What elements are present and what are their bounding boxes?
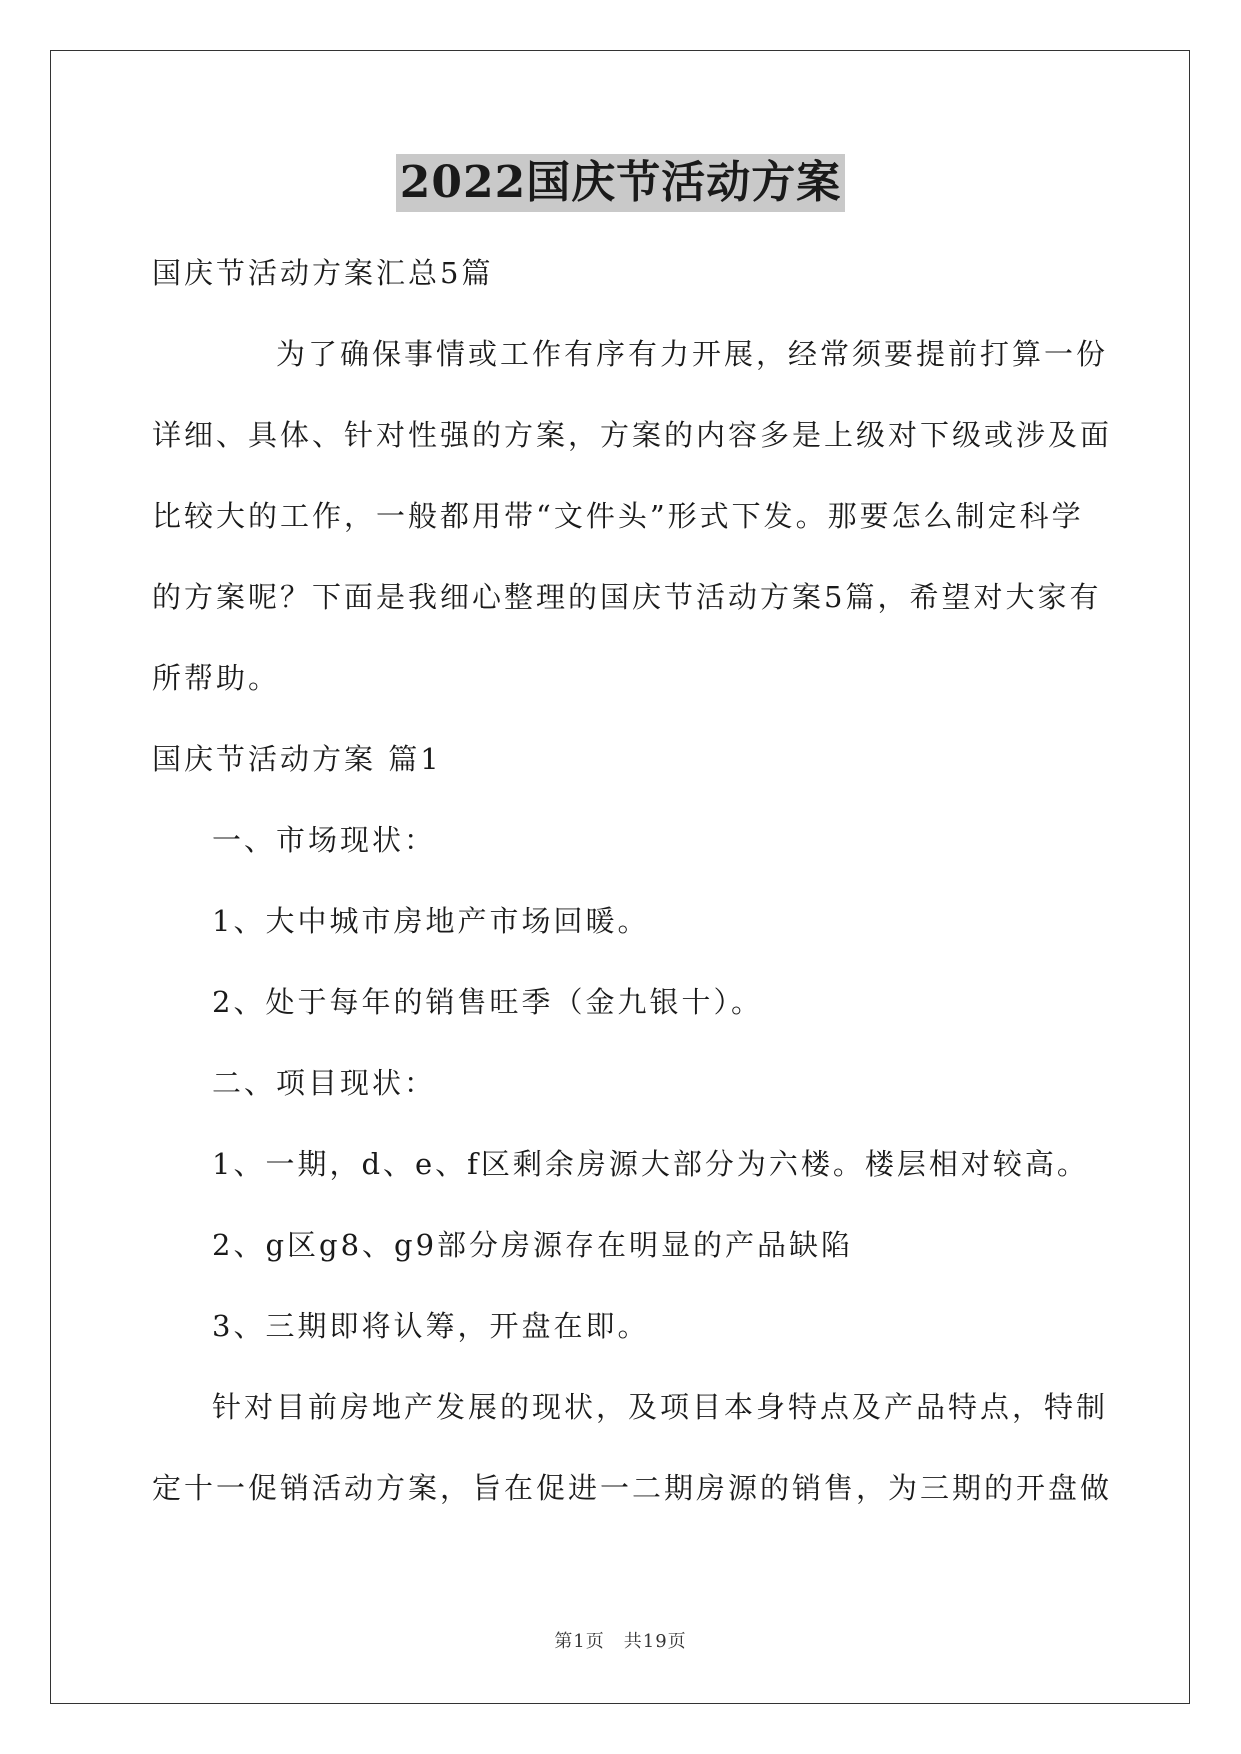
body-line: 比较大的工作，一般都用带“文件头”形式下发。那要怎么制定科学 [152, 499, 1084, 533]
body-line: 1、一期，d、e、f区剩余房源大部分为六楼。楼层相对较高。 [212, 1147, 1089, 1181]
document-title: 2022国庆节活动方案 [396, 154, 845, 212]
body-line: 为了确保事情或工作有序有力开展，经常须要提前打算一份 [276, 337, 1109, 371]
body-line: 针对目前房地产发展的现状，及项目本身特点及产品特点，特制 [212, 1390, 1109, 1424]
body-line: 的方案呢？下面是我细心整理的国庆节活动方案5篇，希望对大家有 [152, 580, 1102, 614]
title-container [0, 154, 1241, 212]
document-body [152, 233, 1113, 1529]
body-line: 2、处于每年的销售旺季（金九银十）。 [212, 985, 763, 1019]
body-line: 国庆节活动方案汇总5篇 [152, 256, 494, 290]
body-line: 1、大中城市房地产市场回暖。 [212, 904, 650, 938]
body-line: 所帮助。 [152, 661, 281, 695]
body-line: 详细、具体、针对性强的方案，方案的内容多是上级对下级或涉及面 [152, 418, 1113, 452]
page-footer: 第1页 共19页 [554, 1631, 687, 1652]
body-line: 国庆节活动方案 篇1 [152, 742, 442, 776]
body-line: 二、项目现状： [212, 1066, 437, 1100]
body-line: 定十一促销活动方案，旨在促进一二期房源的销售，为三期的开盘做 [152, 1471, 1113, 1505]
body-line: 3、三期即将认筹，开盘在即。 [212, 1309, 650, 1343]
body-line: 一、市场现状： [212, 823, 437, 857]
body-line: 2、g区g8、g9部分房源存在明显的产品缺陷 [212, 1228, 854, 1262]
